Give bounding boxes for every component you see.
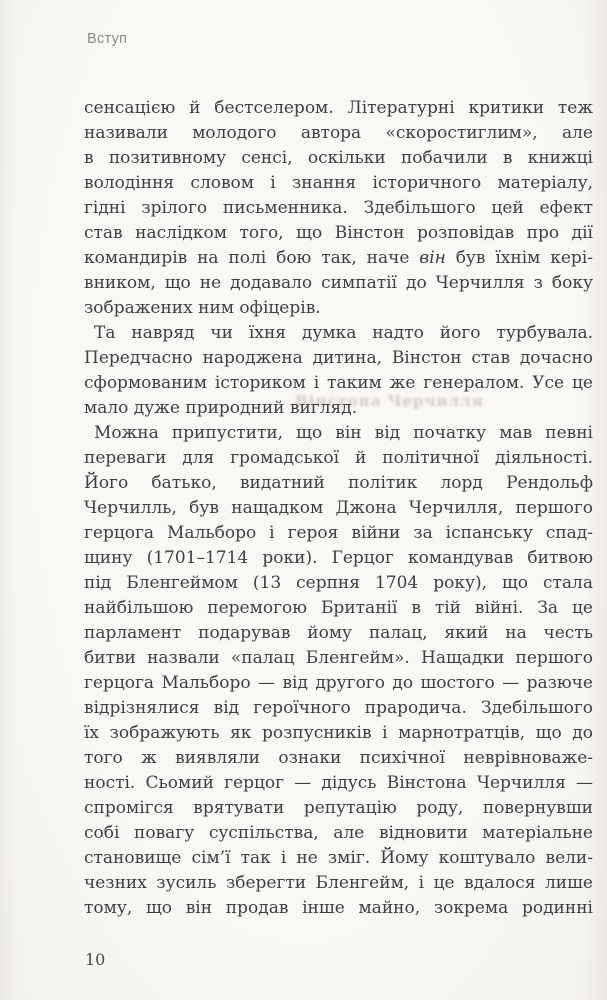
text-line: того ж виявляли ознаки психічної неврівноваже- <box>84 748 593 768</box>
text-line: становище сім’ї так і не зміг. Йому коштувало вели- <box>84 848 593 868</box>
text-line: Та навряд чи їхня думка надто його турбувала. <box>94 323 593 343</box>
show-through-text: Вінстона Черчилля <box>295 392 484 410</box>
running-head: Вступ <box>87 31 128 47</box>
text-line: чезних зусиль зберегти Бленгейм, і це вдалося лише <box>84 873 593 893</box>
text-line: став наслідком того, що Вінстон розповідав про дії <box>84 223 593 243</box>
text-line: найбільшою перемогою Британії в тій війні. За це <box>84 598 593 618</box>
text-line: володіння словом і знання історичного матеріалу, <box>84 173 593 193</box>
text-line: зображених ним офіцерів. <box>84 298 321 318</box>
text-line: вником, що не додавало симпатії до Черчилля з боку <box>84 273 593 293</box>
text-line: їх зображують як розпусників і марнотратців, що до <box>84 723 593 743</box>
text-line: сенсацією й бестселером. Літературні критики теж <box>84 98 593 118</box>
paragraph <box>84 321 593 421</box>
text-line: щину (1701–1714 роки). Герцог командував битвою <box>84 548 593 568</box>
text-line: під Бленгеймом (13 серпня 1704 року), що стала <box>84 573 593 593</box>
text-line: в позитивному сенсі, оскільки побачили в книжці <box>84 148 593 168</box>
text-line: собі повагу суспільства, але відновити матеріальне <box>84 823 593 843</box>
text-line: парламент подарував йому палац, який на честь <box>84 623 593 643</box>
paragraph <box>84 96 593 321</box>
text-line: спромігся врятувати репутацію роду, повернувши <box>84 798 593 818</box>
text-line: відрізнялися від героїчного прародича. Здебільшого <box>84 698 593 718</box>
text-line: сформованим істориком і таким же генералом. Усе це <box>84 373 593 393</box>
text-line: Передчасно народжена дитина, Вінстон став дочасно <box>84 348 593 368</box>
text-line: називали молодого автора «скоростиглим», але <box>84 123 593 143</box>
text-line: переваги для громадської й політичної діяльності. <box>84 448 593 468</box>
text-line: гідні зрілого письменника. Здебільшого цей ефект <box>84 198 593 218</box>
text-line: битви назвали «палац Бленгейм». Нащадки першого <box>84 648 593 668</box>
text-line: герцога Мальборо і героя війни за іспанську спад- <box>84 523 593 543</box>
text-line: командирів на полі бою так, наче він був їхнім кері- <box>84 248 593 268</box>
text-line: герцога Мальборо — від другого до шостого — разюче <box>84 673 593 693</box>
paragraph <box>84 421 593 921</box>
page-number: 10 <box>85 950 106 969</box>
text-line: тому, що він продав інше майно, зокрема родинні <box>84 898 593 918</box>
text-line: Черчилль, був нащадком Джона Черчилля, першого <box>84 498 593 518</box>
body-text <box>84 96 593 921</box>
text-line: ності. Сьомий герцог — дідусь Вінстона Черчилля — <box>84 773 593 793</box>
text-line: Можна припустити, що він від початку мав певні <box>94 423 593 443</box>
text-line: Його батько, видатний політик лорд Рендольф <box>84 473 593 493</box>
text-line: мало дуже природний вигляд. <box>84 398 358 418</box>
